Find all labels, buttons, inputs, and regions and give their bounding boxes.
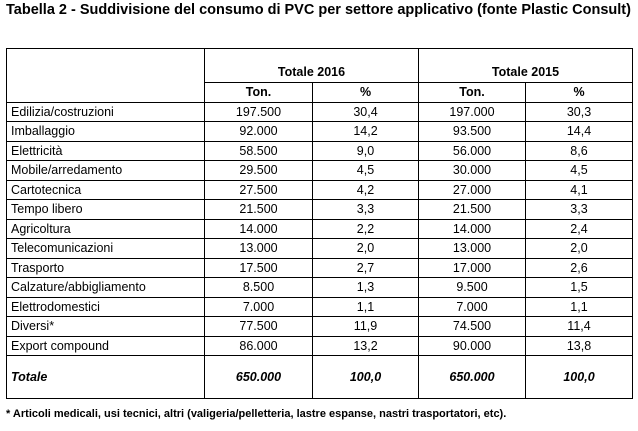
pct-2016-cell: 13,2	[313, 336, 419, 356]
pct-2016-cell: 2,7	[313, 258, 419, 278]
group-header-row	[7, 62, 633, 83]
pct-2015-cell: 3,3	[526, 200, 633, 220]
header-empty-cell	[7, 83, 205, 103]
ton-2015-cell: 7.000	[419, 297, 526, 317]
pct-2015-total: 100,0	[526, 356, 633, 399]
pct-2015-cell: 2,6	[526, 258, 633, 278]
ton-2015-cell: 30.000	[419, 161, 526, 181]
table-row	[7, 239, 633, 259]
group-header-2015: Totale 2015	[419, 62, 633, 83]
ton-2015-cell: 21.500	[419, 200, 526, 220]
pct-2016-cell: 14,2	[313, 122, 419, 142]
sector-cell: Imballaggio	[7, 122, 205, 142]
ton-2015-total: 650.000	[419, 356, 526, 399]
sub-header-row	[7, 83, 633, 103]
ton-2015-cell: 197.000	[419, 102, 526, 122]
header-spacer-2016	[205, 49, 419, 63]
ton-2016-cell: 92.000	[205, 122, 313, 142]
pct-2016-total: 100,0	[313, 356, 419, 399]
ton-2016-cell: 21.500	[205, 200, 313, 220]
pct-2015-cell: 2,0	[526, 239, 633, 259]
table-row	[7, 278, 633, 298]
ton-2015-cell: 14.000	[419, 219, 526, 239]
pct-2016-cell: 1,1	[313, 297, 419, 317]
pct-2015-cell: 4,5	[526, 161, 633, 181]
sector-cell: Calzature/abbigliamento	[7, 278, 205, 298]
ton-2016-cell: 58.500	[205, 141, 313, 161]
ton-2015-cell: 56.000	[419, 141, 526, 161]
table-row	[7, 258, 633, 278]
sector-cell: Mobile/arredamento	[7, 161, 205, 181]
ton-2016-cell: 77.500	[205, 317, 313, 337]
header-spacer-2015	[419, 49, 633, 63]
ton-2016-cell: 14.000	[205, 219, 313, 239]
sector-cell: Tempo libero	[7, 200, 205, 220]
pct-2015-cell: 14,4	[526, 122, 633, 142]
total-label: Totale	[7, 356, 205, 399]
pct-2016-cell: 2,0	[313, 239, 419, 259]
pct-2016-cell: 11,9	[313, 317, 419, 337]
pct-2015-cell: 13,8	[526, 336, 633, 356]
ton-2016-cell: 13.000	[205, 239, 313, 259]
col-header-pct-2016: %	[313, 83, 419, 103]
col-header-ton-2015: Ton.	[419, 83, 526, 103]
ton-2015-cell: 90.000	[419, 336, 526, 356]
table-row	[7, 219, 633, 239]
sector-cell: Diversi*	[7, 317, 205, 337]
sector-cell: Export compound	[7, 336, 205, 356]
sector-cell: Telecomunicazioni	[7, 239, 205, 259]
table-row	[7, 102, 633, 122]
sector-cell: Elettrodomestici	[7, 297, 205, 317]
ton-2016-cell: 86.000	[205, 336, 313, 356]
table-row	[7, 336, 633, 356]
table-row	[7, 317, 633, 337]
pct-2016-cell: 9,0	[313, 141, 419, 161]
table-row	[7, 161, 633, 181]
table-title: Tabella 2 - Suddivisione del consumo di PVC per settore applicativo (fonte Plastic Consult)	[6, 2, 631, 18]
ton-2016-cell: 29.500	[205, 161, 313, 181]
ton-2016-cell: 7.000	[205, 297, 313, 317]
header-empty-cell	[7, 62, 205, 83]
pct-2016-cell: 30,4	[313, 102, 419, 122]
pct-2015-cell: 30,3	[526, 102, 633, 122]
ton-2015-cell: 93.500	[419, 122, 526, 142]
sector-cell: Cartotecnica	[7, 180, 205, 200]
ton-2015-cell: 13.000	[419, 239, 526, 259]
ton-2015-cell: 27.000	[419, 180, 526, 200]
pct-2015-cell: 8,6	[526, 141, 633, 161]
pct-2015-cell: 11,4	[526, 317, 633, 337]
pct-2015-cell: 1,1	[526, 297, 633, 317]
col-header-pct-2015: %	[526, 83, 633, 103]
pct-2015-cell: 4,1	[526, 180, 633, 200]
pct-2016-cell: 4,5	[313, 161, 419, 181]
sector-cell: Trasporto	[7, 258, 205, 278]
ton-2015-cell: 74.500	[419, 317, 526, 337]
table-row	[7, 122, 633, 142]
pvc-consumption-table	[6, 48, 633, 399]
col-header-ton-2016: Ton.	[205, 83, 313, 103]
pct-2016-cell: 2,2	[313, 219, 419, 239]
pct-2015-cell: 2,4	[526, 219, 633, 239]
ton-2016-cell: 197.500	[205, 102, 313, 122]
pct-2016-cell: 1,3	[313, 278, 419, 298]
sector-cell: Elettricità	[7, 141, 205, 161]
pct-2016-cell: 4,2	[313, 180, 419, 200]
table-row	[7, 180, 633, 200]
ton-2015-cell: 17.000	[419, 258, 526, 278]
table-row	[7, 200, 633, 220]
ton-2016-cell: 17.500	[205, 258, 313, 278]
footnote: * Articoli medicali, usi tecnici, altri (valigeria/pelletteria, lastre espanse, nastri trasportatori, etc).	[6, 408, 507, 420]
table-row	[7, 297, 633, 317]
ton-2016-total: 650.000	[205, 356, 313, 399]
sector-cell: Edilizia/costruzioni	[7, 102, 205, 122]
ton-2016-cell: 27.500	[205, 180, 313, 200]
table-row	[7, 141, 633, 161]
header-empty-cell	[7, 49, 205, 63]
sector-cell: Agricoltura	[7, 219, 205, 239]
total-row	[7, 356, 633, 399]
header-spacer-row	[7, 49, 633, 63]
ton-2015-cell: 9.500	[419, 278, 526, 298]
group-header-2016: Totale 2016	[205, 62, 419, 83]
ton-2016-cell: 8.500	[205, 278, 313, 298]
pct-2015-cell: 1,5	[526, 278, 633, 298]
pct-2016-cell: 3,3	[313, 200, 419, 220]
